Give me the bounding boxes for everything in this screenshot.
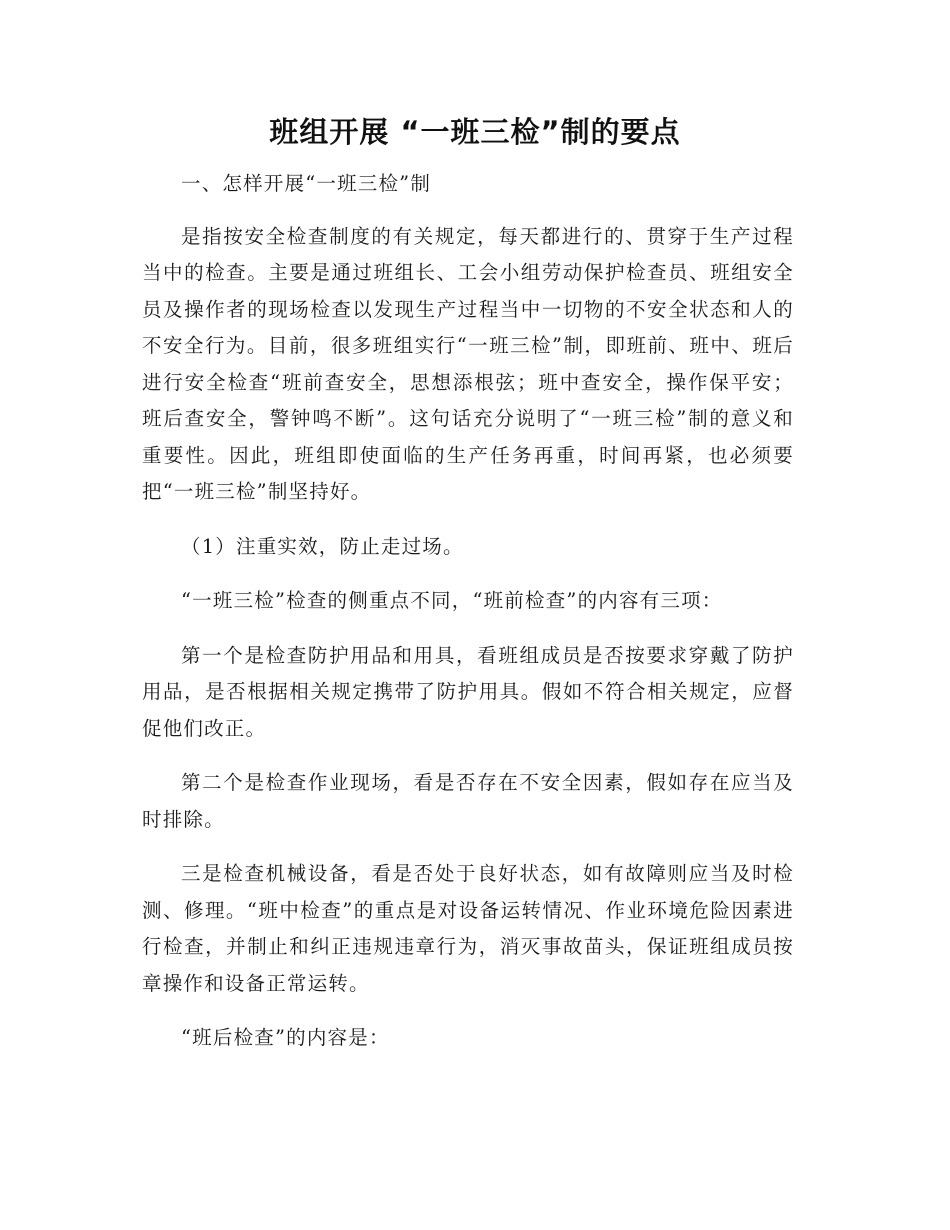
subsection-heading: （1）注重实效，防止走过场。 xyxy=(181,534,464,558)
body-paragraph: “一班三检”检查的侧重点不同，“班前检查”的内容有三项： xyxy=(181,589,723,612)
body-paragraph: 是指按安全检查制度的有关规定，每天都进行的、贯穿于生产过程当中的检查。主要是通过班组长、工会小组劳动保护检查员、班组安全员及操作者的现场检查以发现生产过程当中一切物的不安全状态和人的不安全行为。目前，很多班组实行“一班三检”制，即班前、班中、班后进行安全检查“班前查安全，思想添根弦；班中查安全，操作保平安；班后查安全，警钟鸣不断”。这句话充分说明了“一班三检”制的意义和重要性。因此，班组即使面临的生产任务再重，时间再紧，也必须要把“一班三检”制坚持好。 xyxy=(142,224,794,503)
body-paragraph: 第二个是检查作业现场，看是否存在不安全因素，假如存在应当及时排除。 xyxy=(142,771,794,831)
document-body xyxy=(142,166,794,1057)
body-paragraph: 第一个是检查防护用品和用具，看班组成员是否按要求穿戴了防护用品，是否根据相关规定携带了防护用具。假如不符合相关规定，应督促他们改正。 xyxy=(142,643,794,740)
section-heading: 一、怎样开展“一班三检”制 xyxy=(181,172,432,195)
document-title: 班组开展 “一班三检”制的要点 xyxy=(269,115,681,149)
body-paragraph: 三是检查机械设备，看是否处于良好状态，如有故障则应当及时检测、修理。“班中检查”的重点是对设备运转情况、作业环境危险因素进行检查，并制止和纠正违规违章行为，消灭事故苗头，保证班组成员按章操作和设备正常运转。 xyxy=(142,862,794,995)
body-paragraph: “班后检查”的内容是： xyxy=(181,1026,390,1049)
